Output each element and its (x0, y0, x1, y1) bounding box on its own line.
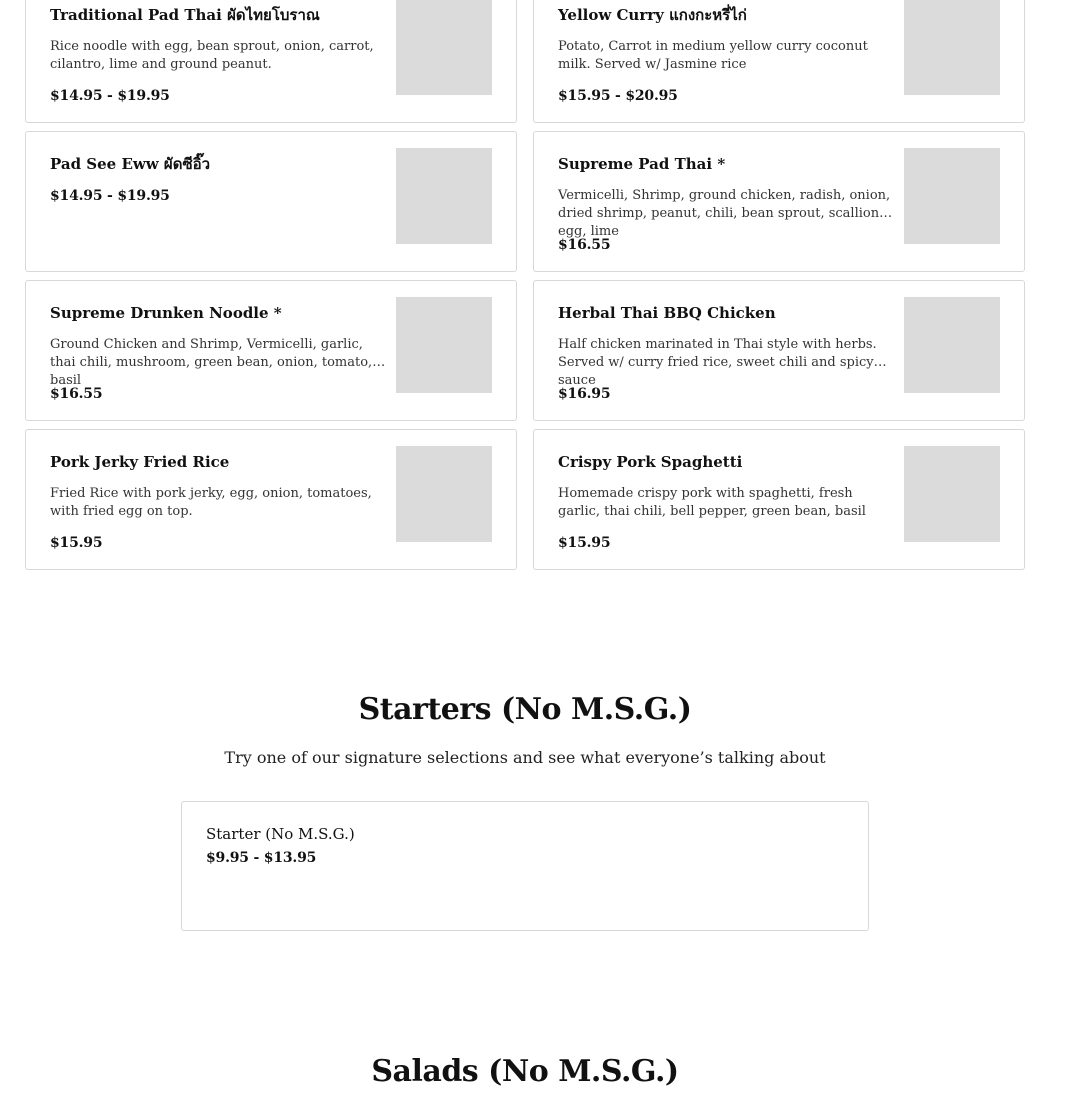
menu-item-card[interactable] (533, 131, 1025, 272)
menu-item-name: Crispy Pork Spaghetti (558, 453, 743, 471)
menu-item-description: Potato, Carrot in medium yellow curry coconut milk. Served w/ Jasmine rice (558, 39, 868, 72)
menu-item-price: $16.95 (558, 386, 611, 402)
menu-item-image-placeholder (904, 0, 1000, 95)
menu-item-price: $16.55 (50, 386, 103, 402)
menu-item-image-placeholder (396, 0, 492, 95)
menu-item-description: Fried Rice with pork jerky, egg, onion, tomatoes, with fried egg on top. (50, 486, 372, 519)
menu-item-image-placeholder (904, 297, 1000, 393)
menu-item-price: $16.55 (558, 237, 611, 253)
menu-item-card[interactable] (25, 131, 517, 272)
menu-item-name: Supreme Pad Thai * (558, 155, 726, 173)
starters-section-title: Starters (No M.S.G.) (358, 692, 692, 727)
starter-item-card[interactable] (181, 801, 869, 931)
menu-item-image-placeholder (396, 148, 492, 244)
menu-item-card[interactable] (533, 429, 1025, 570)
menu-item-name: Pork Jerky Fried Rice (50, 453, 230, 471)
menu-item-image-placeholder (904, 446, 1000, 542)
menu-item-image-placeholder (396, 297, 492, 393)
menu-item-image-placeholder (396, 446, 492, 542)
menu-item-name: Supreme Drunken Noodle * (50, 304, 282, 322)
menu-item-name: Pad See Eww ผัดซีอิ๊ว (50, 155, 211, 173)
starter-item-name: Starter (No M.S.G.) (206, 825, 355, 843)
menu-item-description: Half chicken marinated in Thai style with herbs. Served w/ curry fried rice, sweet chili and spicy sauce (558, 337, 877, 388)
menu-item-card[interactable] (25, 280, 517, 421)
starters-section-subtitle: Try one of our signature selections and see what everyone’s talking about (224, 748, 826, 767)
menu-item-price: $15.95 (50, 535, 103, 551)
menu-item-description: Vermicelli, Shrimp, ground chicken, radish, onion, dried shrimp, peanut, chili, bean sprout, scallion, egg, lime (558, 188, 891, 239)
menu-item-grid (25, 0, 1025, 570)
menu-item-image-placeholder (904, 148, 1000, 244)
menu-item-price: $14.95 - $19.95 (50, 88, 170, 104)
menu-item-price: $15.95 (558, 535, 611, 551)
menu-item-description: Rice noodle with egg, bean sprout, onion, carrot, cilantro, lime and ground peanut. (50, 39, 374, 72)
menu-item-description: Homemade crispy pork with spaghetti, fresh garlic, thai chili, bell pepper, green bean, basil (558, 486, 866, 519)
menu-item-card[interactable] (533, 280, 1025, 421)
menu-item-name: Traditional Pad Thai ผัดไทยโบราณ (50, 6, 320, 24)
menu-item-card[interactable] (533, 0, 1025, 123)
menu-item-price: $14.95 - $19.95 (50, 188, 170, 204)
menu-item-name: Yellow Curry แกงกะหรี่ไก่ (558, 6, 747, 24)
menu-item-card[interactable] (25, 429, 517, 570)
menu-item-price: $15.95 - $20.95 (558, 88, 678, 104)
menu-item-description: Ground Chicken and Shrimp, Vermicelli, garlic, thai chili, mushroom, green bean, onion, tomato, basil (50, 337, 373, 388)
menu-item-name: Herbal Thai BBQ Chicken (558, 304, 776, 322)
starter-item-price: $9.95 - $13.95 (206, 850, 317, 866)
menu-item-card[interactable] (25, 0, 517, 123)
salads-section-title: Salads (No M.S.G.) (371, 1054, 679, 1089)
